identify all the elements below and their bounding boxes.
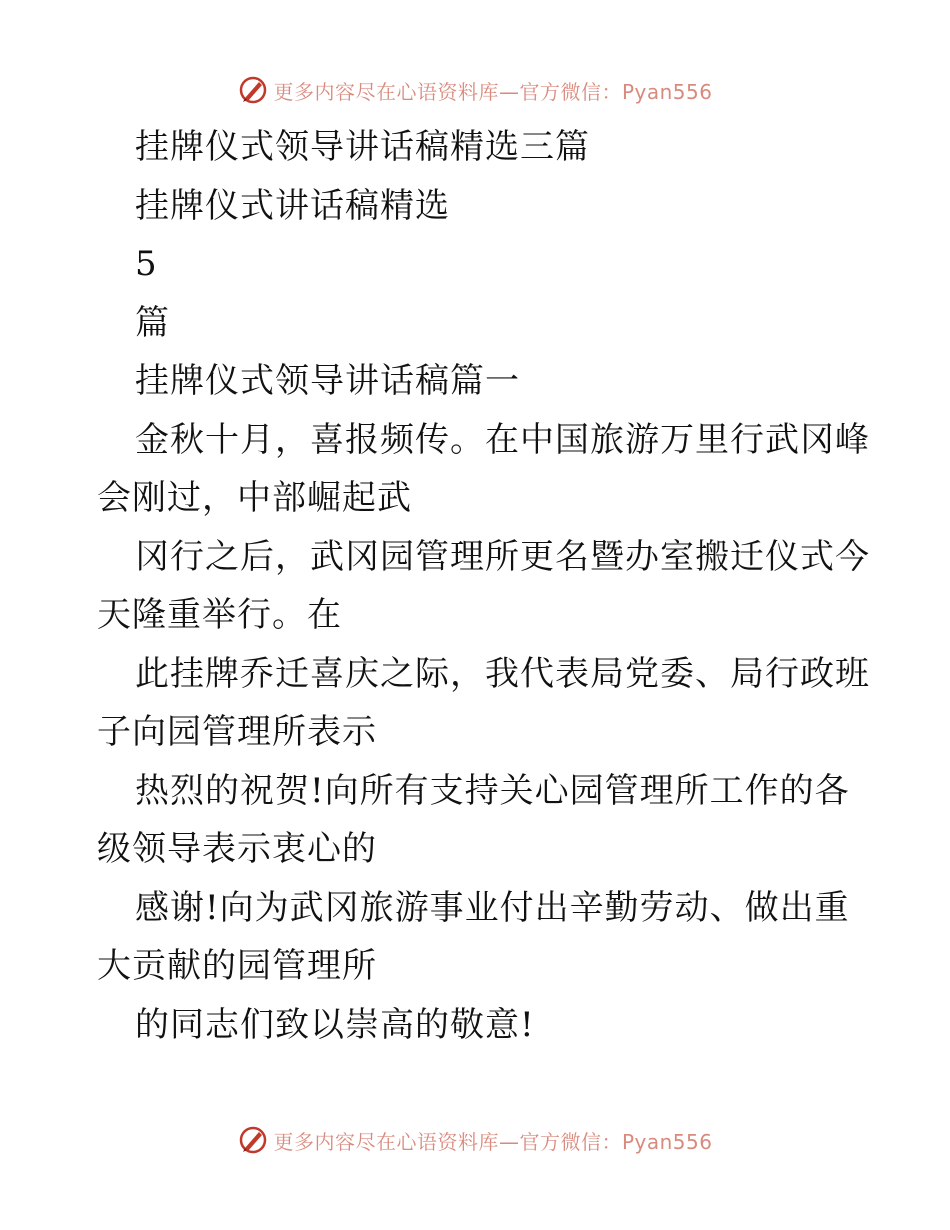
text-line: 金秋十月，喜报频传。在中国旅游万里行武冈峰 [135, 419, 870, 460]
footer-watermark [0, 1120, 950, 1160]
pen-logo-icon [237, 1124, 269, 1156]
text-line: 挂牌仪式领导讲话稿精选三篇 [135, 127, 590, 167]
text-line: 的同志们致以崇高的敬意! [135, 1004, 535, 1045]
text-line: 5 [135, 244, 158, 284]
text-line: 篇 [135, 302, 170, 343]
text-line: 挂牌仪式讲话稿精选 [135, 185, 450, 226]
text-line: 此挂牌乔迁喜庆之际，我代表局党委、局行政班 [135, 653, 870, 694]
text-line: 冈行之后，武冈园管理所更名暨办室搬迁仪式今 [135, 536, 870, 577]
header-watermark [0, 70, 950, 110]
text-line: 会刚过，中部崛起武 [97, 478, 412, 518]
text-line: 级领导表示衷心的 [97, 829, 377, 869]
text-line: 大贡献的园管理所 [97, 946, 377, 986]
watermark-text: 更多内容尽在心语资料库—官方微信：Pyan556 [273, 79, 713, 104]
text-line: 天隆重举行。在 [97, 595, 342, 635]
text-line: 热烈的祝贺!向所有支持关心园管理所工作的各 [135, 770, 850, 811]
document-body [97, 118, 870, 1054]
watermark-text: 更多内容尽在心语资料库—官方微信：Pyan556 [273, 1129, 713, 1154]
text-line: 感谢!向为武冈旅游事业付出辛勤劳动、做出重 [135, 887, 850, 928]
pen-logo-icon [237, 74, 269, 106]
text-line: 子向园管理所表示 [97, 712, 377, 752]
text-line: 挂牌仪式领导讲话稿篇一 [135, 361, 520, 401]
